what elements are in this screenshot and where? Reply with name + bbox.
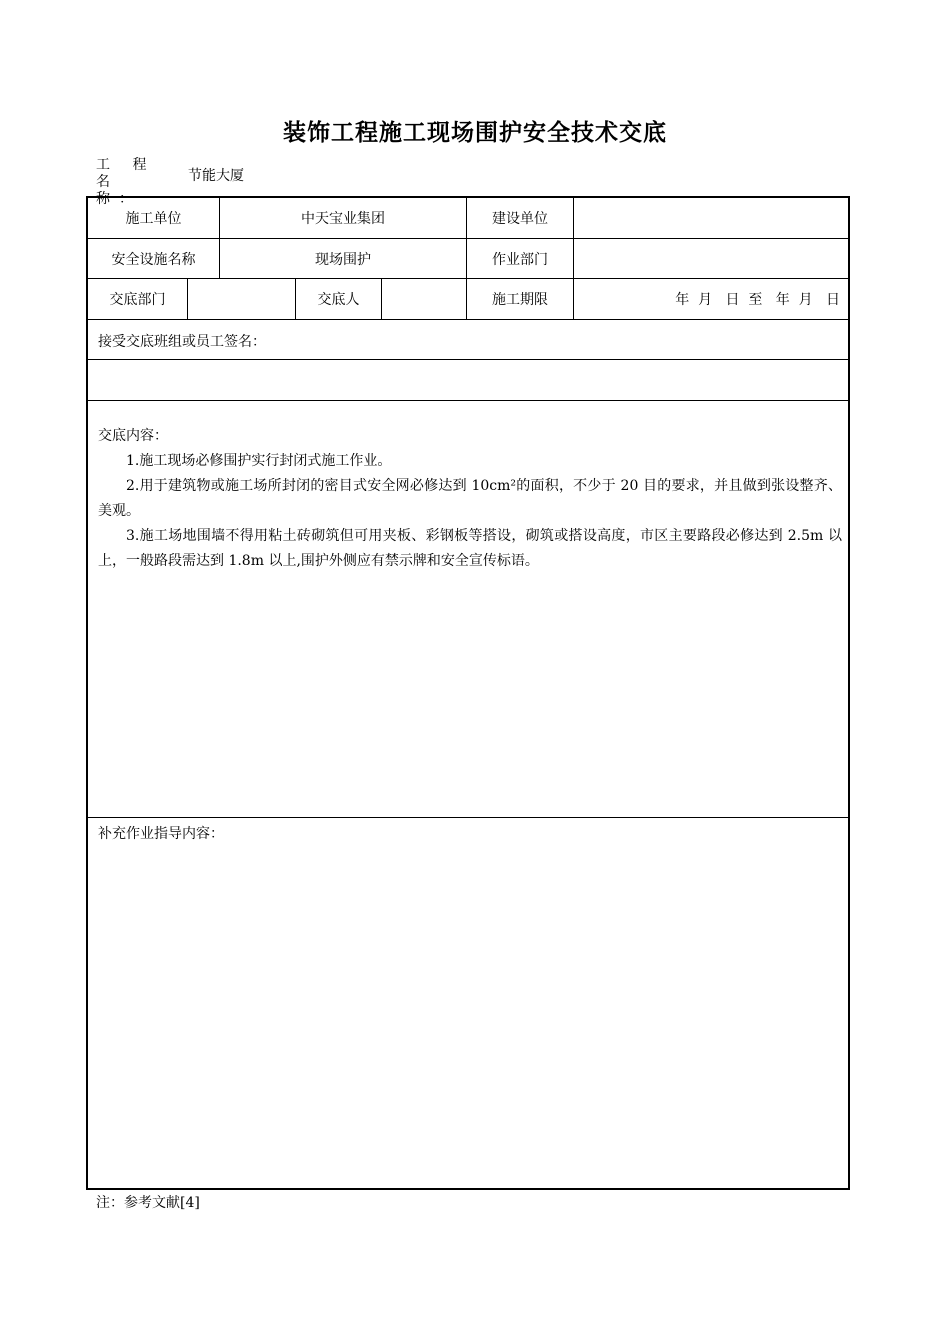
construction-period-label: 施工期限 bbox=[467, 279, 574, 319]
work-dept-value[interactable] bbox=[574, 239, 848, 278]
signature-label: 接受交底班组或员工签名： bbox=[98, 334, 266, 350]
owner-unit-value[interactable] bbox=[574, 198, 848, 238]
project-name-label: 工 程 名 称： bbox=[96, 157, 156, 207]
construction-period-value[interactable]: 年 月 日 至 年 月 日 bbox=[675, 292, 840, 308]
briefer-label: 交底人 bbox=[296, 279, 382, 319]
project-name-value: 节能大厦 bbox=[188, 168, 244, 184]
facility-name-value[interactable]: 现场围护 bbox=[220, 239, 467, 278]
content-item-2: 2.用于建筑物或施工场所封闭的密目式安全网必修达到 10cm²的面积，不少于 20 目的要求，并且做到张设整齐、美观。 bbox=[98, 478, 842, 519]
briefer-value[interactable] bbox=[382, 279, 467, 319]
row-facility-name bbox=[88, 239, 848, 279]
briefing-dept-value[interactable] bbox=[188, 279, 296, 319]
briefing-content-label: 交底内容： bbox=[98, 428, 168, 444]
document-title: 装饰工程施工现场围护安全技术交底 bbox=[283, 120, 667, 146]
reference-note: 注：参考文献[4] bbox=[96, 1195, 200, 1211]
supplementary-label: 补充作业指导内容： bbox=[98, 826, 224, 842]
facility-name-label: 安全设施名称 bbox=[88, 239, 220, 278]
supplementary-section[interactable] bbox=[88, 818, 848, 1188]
briefing-form bbox=[86, 196, 850, 1190]
row-construction-unit bbox=[88, 198, 848, 239]
briefing-content-section bbox=[88, 401, 848, 818]
work-dept-label: 作业部门 bbox=[467, 239, 574, 278]
signature-field[interactable] bbox=[88, 360, 848, 401]
content-item-1: 1.施工现场必修围护实行封闭式施工作业。 bbox=[126, 453, 392, 469]
briefing-content bbox=[98, 424, 842, 574]
content-item-3: 3.施工场地围墙不得用粘土砖砌筑但可用夹板、彩钢板等搭设，砌筑或搭设高度，市区主要路段必修达到 2.5m 以上，一般路段需达到 1.8m 以上,围护外侧应有禁示牌和安全宣传标语。 bbox=[98, 528, 842, 569]
construction-unit-value[interactable]: 中天宝业集团 bbox=[220, 198, 467, 238]
construction-unit-label: 施工单位 bbox=[88, 198, 220, 238]
row-briefing-dept bbox=[88, 279, 848, 320]
owner-unit-label: 建设单位 bbox=[467, 198, 574, 238]
row-signature-label bbox=[88, 320, 848, 360]
briefing-dept-label: 交底部门 bbox=[88, 279, 188, 319]
